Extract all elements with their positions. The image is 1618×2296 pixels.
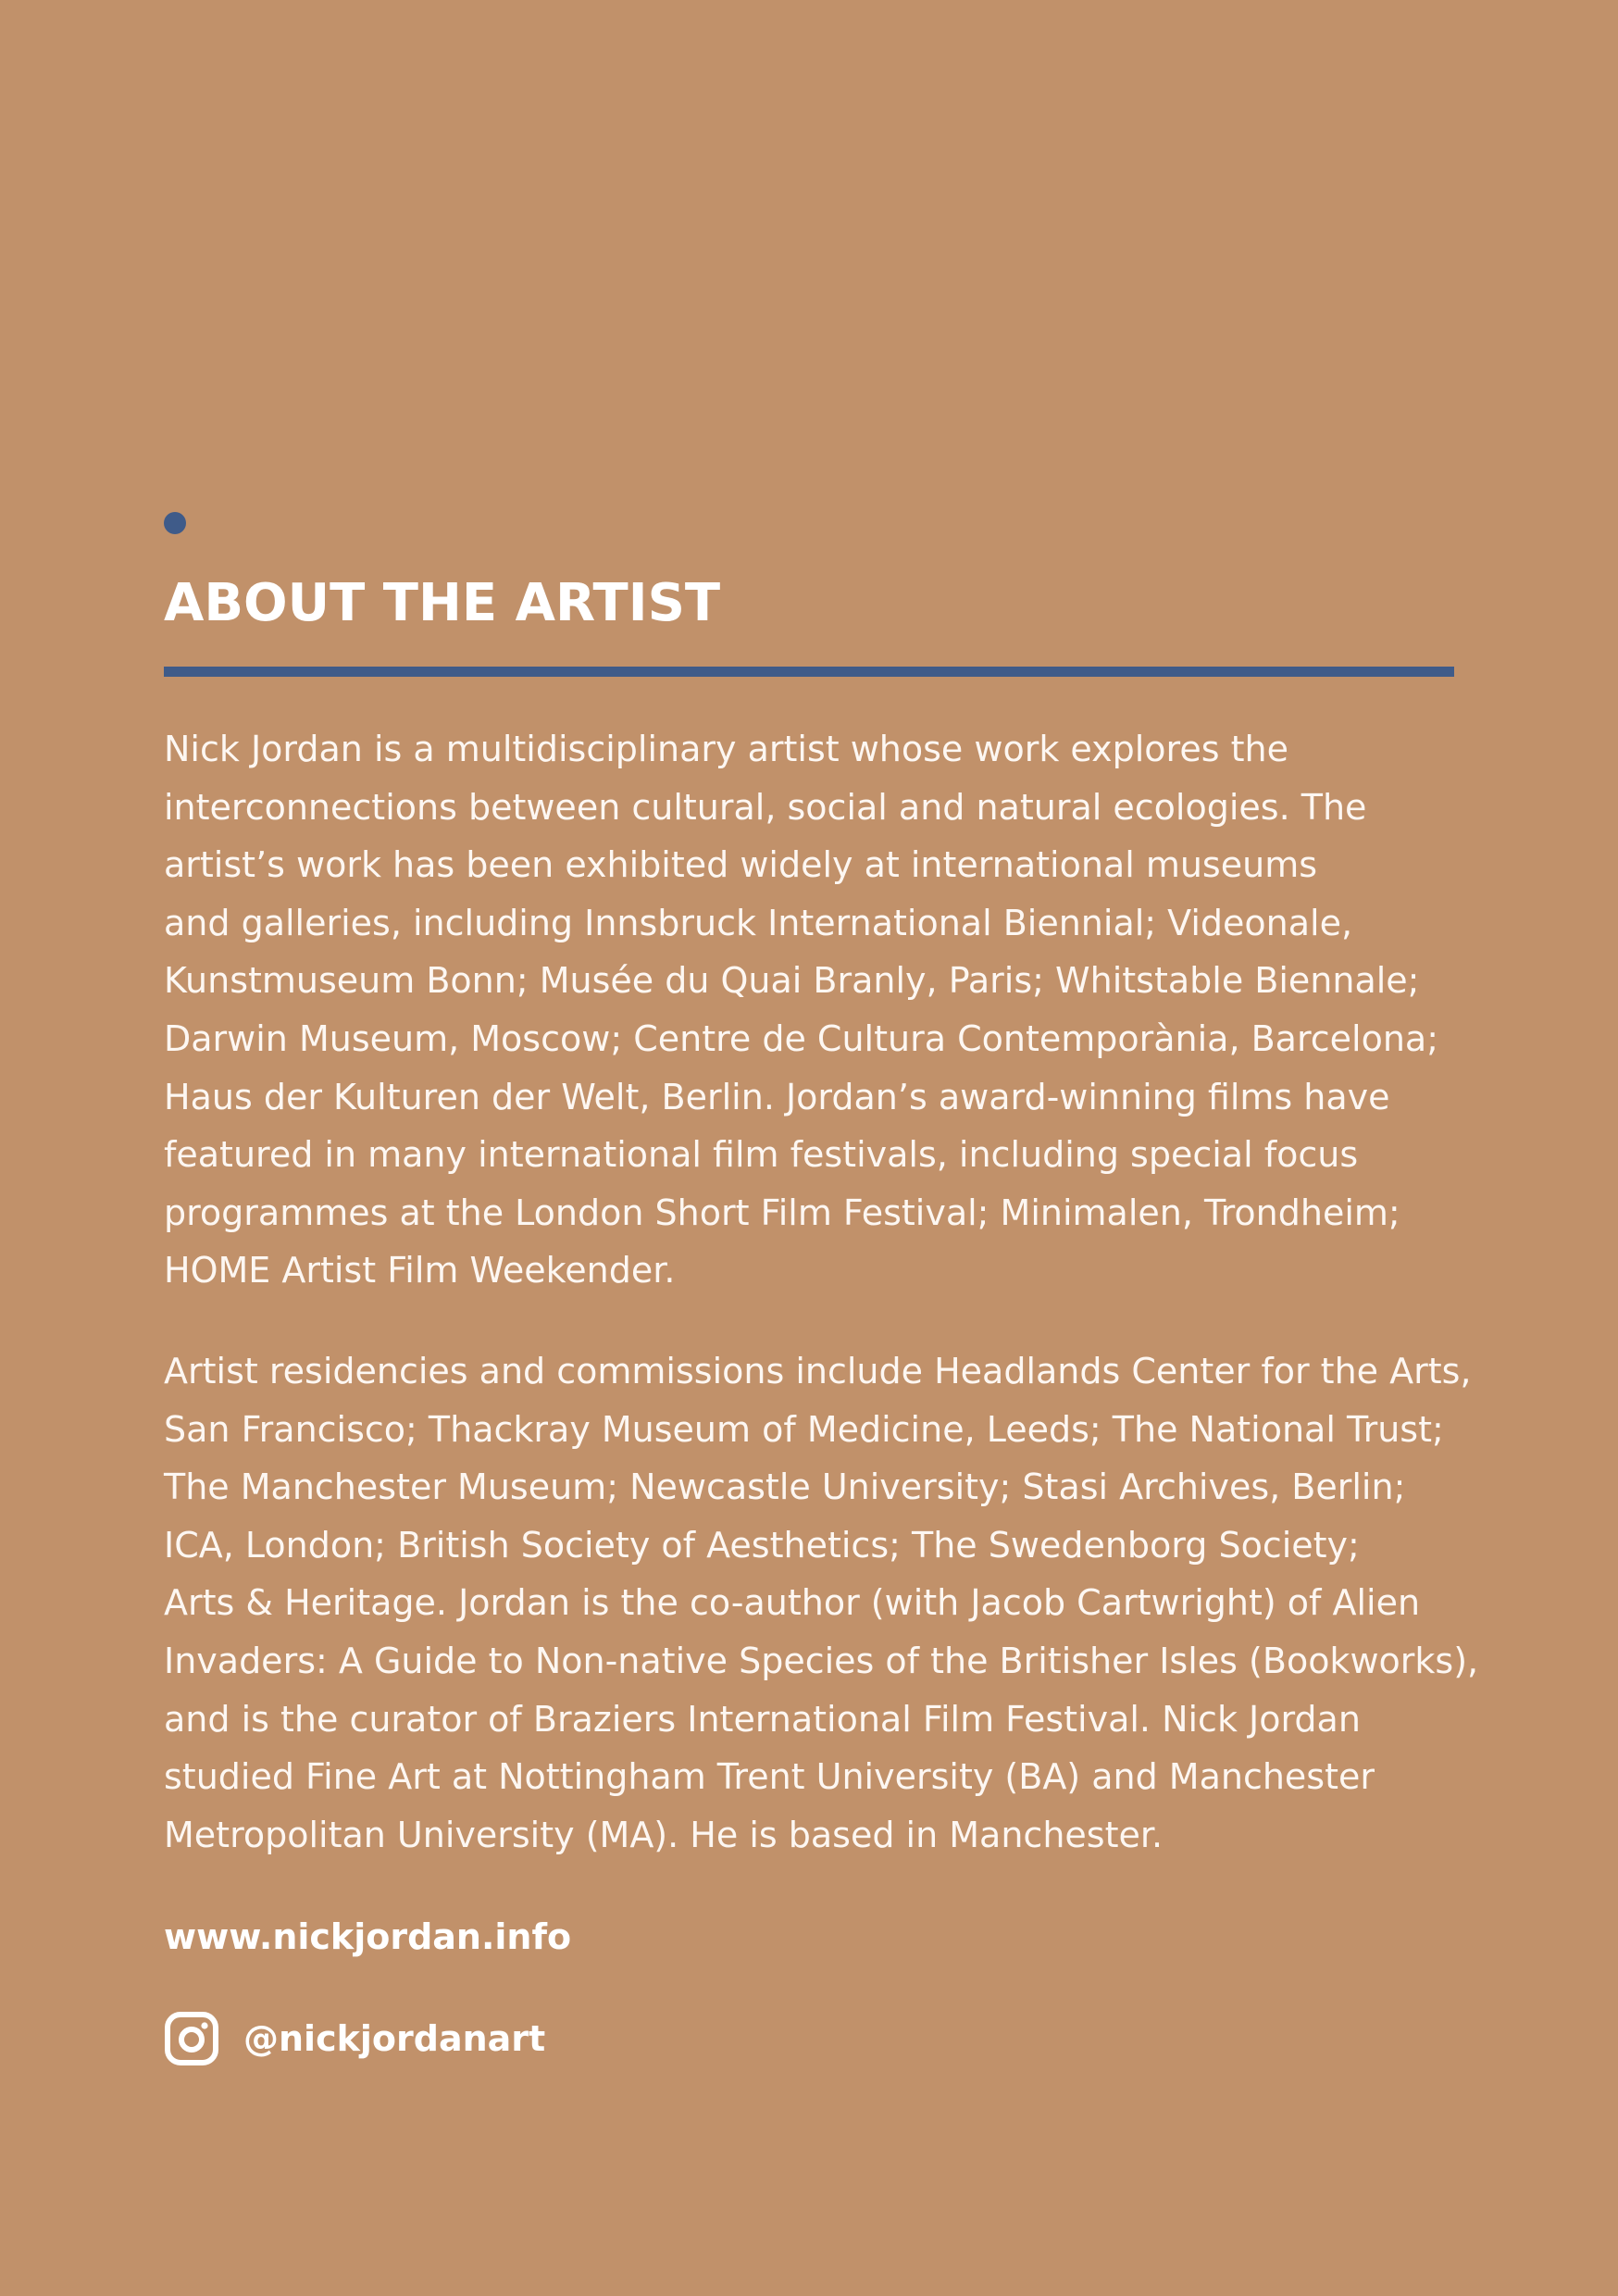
bio-line: and is the curator of Braziers International Film Festival. Nick Jordan bbox=[164, 1698, 1361, 1740]
instagram-link[interactable] bbox=[164, 2011, 545, 2066]
bio-line: Nick Jordan is a multidisciplinary artist whose work explores the bbox=[164, 729, 1288, 769]
bio-line: Darwin Museum, Moscow; Centre de Cultura Contemporània, Barcelona; bbox=[164, 1017, 1438, 1059]
bio-line: Invaders: A Guide to Non-native Species of the Britisher Isles (Bookworks), bbox=[164, 1640, 1479, 1681]
section-title: ABOUT THE ARTIST bbox=[164, 573, 721, 633]
bio-line: featured in many international film festivals, including special focus bbox=[164, 1134, 1359, 1176]
bio-line: HOME Artist Film Weekender. bbox=[164, 1250, 676, 1292]
instagram-handle: @nickjordanart bbox=[243, 2018, 546, 2059]
website-link[interactable]: www.nickjordan.info bbox=[164, 1916, 572, 1957]
bio-line: San Francisco; Thackray Museum of Medicine, Leeds; The National Trust; bbox=[164, 1408, 1444, 1450]
bio-line: studied Fine Art at Nottingham Trent University (BA) and Manchester bbox=[164, 1756, 1375, 1798]
bio-line: Metropolitan University (MA). He is based in Manchester. bbox=[164, 1814, 1164, 1855]
bio-line: and galleries, including Innsbruck International Biennial; Videonale, bbox=[164, 902, 1353, 943]
bio-line: ICA, London; British Society of Aesthetics; The Swedenborg Society; bbox=[164, 1524, 1360, 1566]
title-underline-divider bbox=[164, 667, 1454, 677]
bio-paragraph-2 bbox=[164, 1342, 1478, 1864]
accent-dot bbox=[164, 512, 186, 534]
bio-line: interconnections between cultural, social and natural ecologies. The bbox=[164, 786, 1367, 828]
bio-line: Kunstmuseum Bonn; Musée du Quai Branly, Paris; Whitstable Biennale; bbox=[164, 960, 1420, 1002]
instagram-icon bbox=[164, 2011, 219, 2066]
bio-line: artist’s work has been exhibited widely at international museums bbox=[164, 844, 1318, 886]
bio-line: Arts & Heritage. Jordan is the co-author (with Jacob Cartwright) of Alien bbox=[164, 1582, 1421, 1624]
bio-paragraph-1 bbox=[164, 720, 1438, 1300]
bio-line: The Manchester Museum; Newcastle University; Stasi Archives, Berlin; bbox=[164, 1466, 1406, 1508]
bio-line: programmes at the London Short Film Festival; Minimalen, Trondheim; bbox=[164, 1192, 1400, 1233]
bio-line: Artist residencies and commissions include Headlands Center for the Arts, bbox=[164, 1351, 1472, 1391]
bio-line: Haus der Kulturen der Welt, Berlin. Jordan’s award-winning films have bbox=[164, 1076, 1390, 1117]
